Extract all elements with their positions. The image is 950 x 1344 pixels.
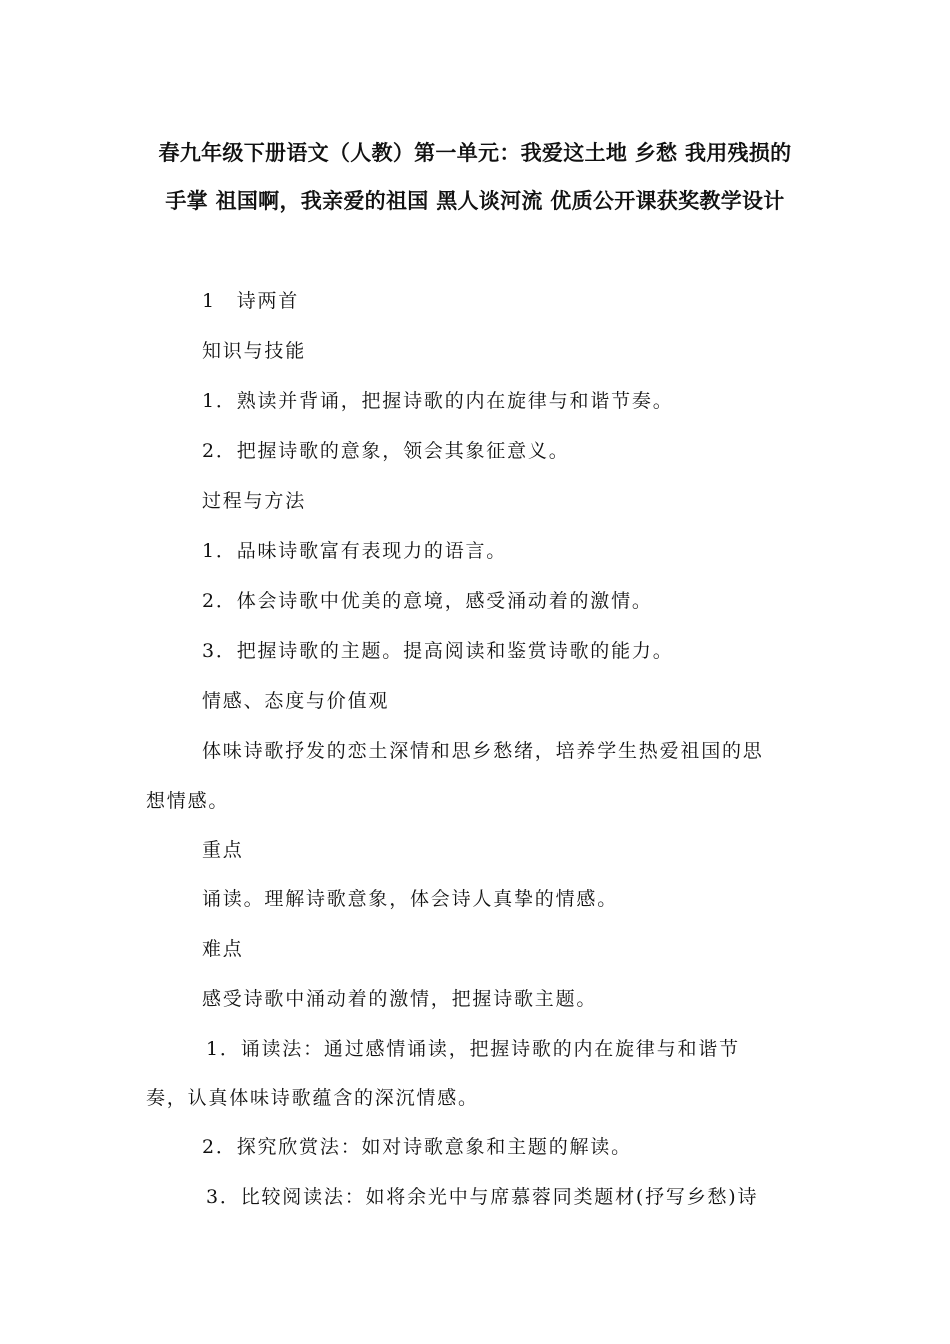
document-title-line-2: 手掌 祖国啊，我亲爱的祖国 黑人谈河流 优质公开课获奖教学设计 [165, 189, 785, 213]
process-heading: 过程与方法 [202, 490, 307, 512]
key-text: 诵读。理解诗歌意象，体会诗人真挚的情感。 [202, 888, 619, 910]
document-title-line-1: 春九年级下册语文（人教）第一单元：我爱这土地 乡愁 我用残损的 [158, 141, 792, 165]
method-1-line-2: 奏，认真体味诗歌蕴含的深沉情感。 [146, 1087, 479, 1109]
knowledge-item-2: 2．把握诗歌的意象，领会其象征意义。 [202, 440, 570, 462]
emotion-heading: 情感、态度与价值观 [202, 690, 390, 712]
difficulty-text: 感受诗歌中涌动着的激情，把握诗歌主题。 [202, 988, 598, 1010]
method-2: 2．探究欣赏法：如对诗歌意象和主题的解读。 [202, 1136, 632, 1158]
emotion-text-line-1: 体味诗歌抒发的恋土深情和思乡愁绪，培养学生热爱祖国的思 [202, 740, 764, 762]
emotion-text-line-2: 想情感。 [146, 790, 230, 812]
method-3: 3．比较阅读法：如将余光中与席慕蓉同类题材(抒写乡愁)诗 [206, 1186, 759, 1208]
section-heading: 1 诗两首 [202, 290, 300, 312]
process-item-1: 1．品味诗歌富有表现力的语言。 [202, 540, 508, 562]
process-item-3: 3．把握诗歌的主题。提高阅读和鉴赏诗歌的能力。 [202, 640, 674, 662]
difficulty-heading: 难点 [202, 938, 244, 960]
method-1-line-1: 1．诵读法：通过感情诵读，把握诗歌的内在旋律与和谐节 [206, 1038, 740, 1060]
process-item-2: 2．体会诗歌中优美的意境，感受涌动着的激情。 [202, 590, 653, 612]
knowledge-item-1: 1．熟读并背诵，把握诗歌的内在旋律与和谐节奏。 [202, 390, 674, 412]
knowledge-heading: 知识与技能 [202, 340, 307, 362]
key-heading: 重点 [202, 839, 244, 861]
